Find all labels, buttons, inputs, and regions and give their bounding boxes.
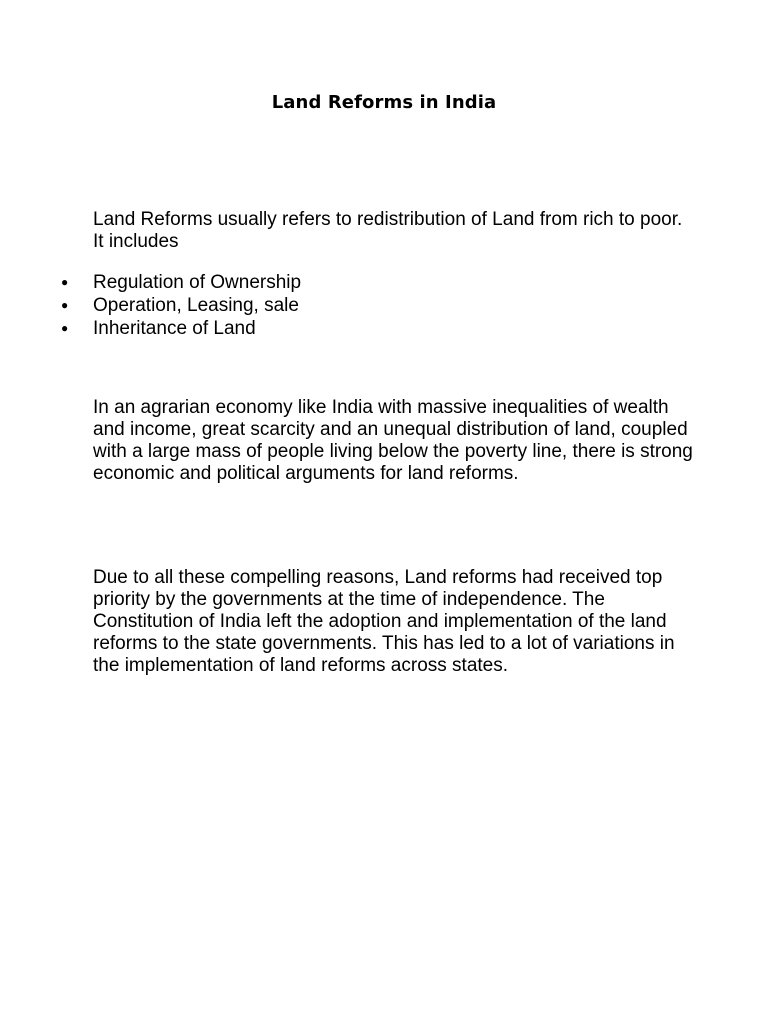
list-item-text: Inheritance of Land: [93, 318, 256, 339]
list-item-text: Operation, Leasing, sale: [93, 295, 299, 316]
list-item: [0, 294, 700, 317]
agrarian-economy-paragraph: In an agrarian economy like India with massive inequalities of wealth and income, great scarcity and an unequal distribution of land, coupled with a large mass of people living below the poverty line, there is strong economic and political arguments for land reforms.: [93, 397, 693, 484]
bullet-list: [0, 271, 700, 340]
bullet-icon: ●: [61, 298, 69, 312]
compelling-reasons-paragraph: Due to all these compelling reasons, Land reforms had received top priority by the governments at the time of independence. The Constitution of India left the adoption and implementation of the land reforms to the state governments. This has led to a lot of variations in the implementation of land reforms across states.: [93, 567, 675, 676]
list-item: [0, 317, 700, 340]
intro-paragraph: Land Reforms usually refers to redistribution of Land from rich to poor. It includes: [93, 209, 683, 252]
list-item-text: Regulation of Ownership: [93, 272, 302, 293]
bullet-icon: ●: [61, 275, 69, 289]
list-item: [0, 271, 700, 294]
bullet-icon: ●: [61, 321, 69, 335]
page-title: Land Reforms in India: [271, 92, 497, 113]
